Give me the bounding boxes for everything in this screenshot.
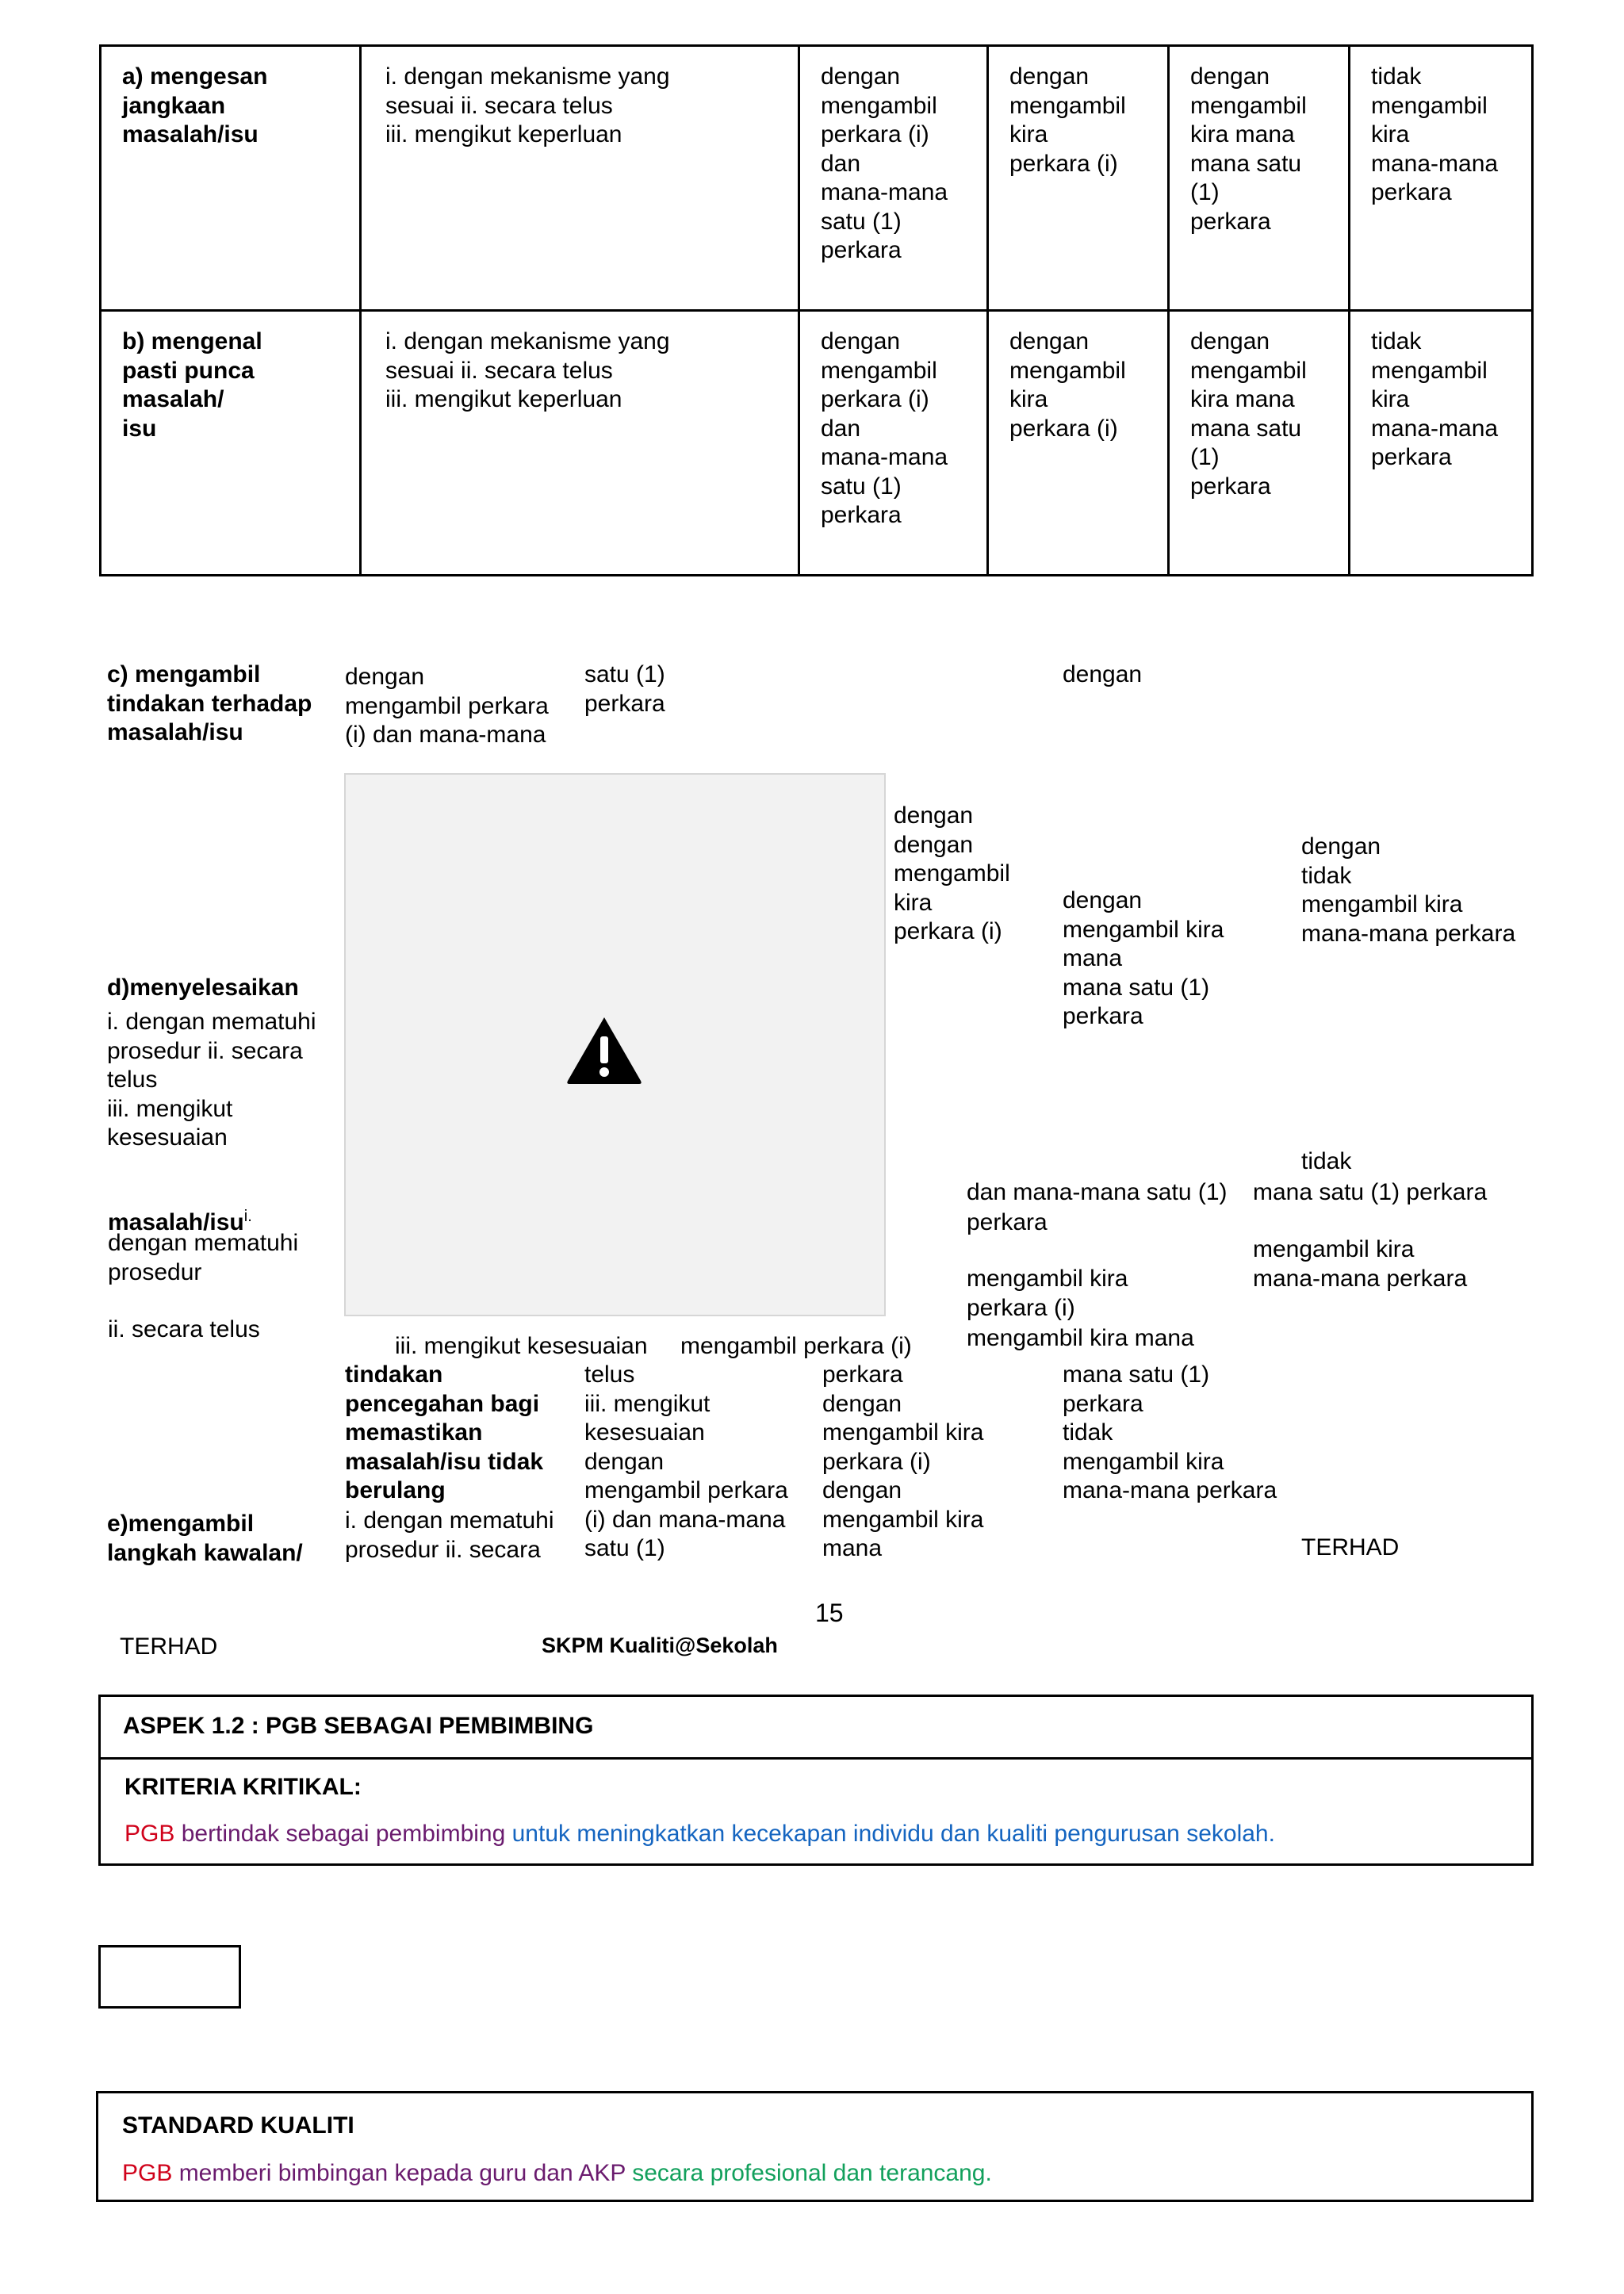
kriteria-subject: PGB <box>124 1821 175 1847</box>
criterion-c-level-a: dengan mengambil perkara (i) dan mana-mana <box>345 664 549 748</box>
level-cell: dengan mengambil kira mana mana satu (1) perkara <box>1169 46 1350 311</box>
kriteria-goal: untuk meningkatkan kecekapan individu dan kualiti pengurusan sekolah. <box>511 1821 1275 1847</box>
warning-icon <box>565 1014 644 1086</box>
criterion-e-level-c-top: mengambil kira mana <box>967 1325 1194 1351</box>
criterion-c-level-d: dengan tidak mengambil kira mana-mana perkara <box>1301 833 1516 947</box>
criteria-table <box>99 44 1534 576</box>
criterion-cell: a) mengesan jangkaan masalah/isu <box>101 46 361 311</box>
standard-title: STANDARD KUALITI <box>122 2112 354 2139</box>
empty-box <box>98 1945 241 2009</box>
criterion-c-label: c) mengambil tindakan terhadap masalah/isu <box>107 661 312 745</box>
criterion-e-method-cont: telus iii. mengikut kesesuaian dengan mengambil perkara (i) dan mana-mana satu (1) <box>584 1361 788 1561</box>
masalah-isu-method-telus: ii. secara telus <box>108 1316 260 1342</box>
criterion-c-level-c-text: dengan mengambil kira mana mana satu (1) perkara <box>1063 887 1224 1029</box>
kriteria-statement <box>124 1821 1275 1848</box>
criterion-d-label: d)menyelesaikan <box>107 975 299 1001</box>
standard-subject: PGB <box>122 2160 173 2186</box>
standard-kualiti-box <box>96 2091 1534 2202</box>
criterion-d-level-a-cont: perkara <box>967 1209 1048 1235</box>
criterion-e-method: i. dengan mematuhi prosedur ii. secara <box>345 1507 554 1563</box>
level-cell: dengan mengambil kira mana mana satu (1) perkara <box>1169 311 1350 576</box>
standard-verb: memberi bimbingan kepada guru dan AKP <box>172 2160 633 2186</box>
table-row <box>101 311 1533 576</box>
classification-label: TERHAD <box>120 1633 218 1660</box>
criterion-e-level-b: perkara dengan mengambil kira perkara (i) dengan mengambil kira mana <box>822 1361 984 1561</box>
criterion-d-level-b: mengambil kira perkara (i) <box>967 1266 1128 1321</box>
level-cell: dengan mengambil perkara (i) dan mana-mana satu (1) perkara <box>799 311 988 576</box>
criterion-c-level-c: dengan <box>1063 661 1143 687</box>
aspek-title: ASPEK 1.2 : PGB SEBAGAI PEMBIMBING <box>123 1713 594 1739</box>
criterion-d-level-a: dan mana-mana satu (1) <box>967 1179 1228 1205</box>
page-number: 15 <box>815 1599 844 1627</box>
level-cell: dengan mengambil perkara (i) dan mana-mana satu (1) perkara <box>799 46 988 311</box>
criterion-e-label: e)mengambil langkah kawalan/ <box>107 1511 303 1566</box>
criterion-c-level-a-cont: satu (1) perkara <box>584 661 665 717</box>
criterion-d-level-d: tidak <box>1301 1148 1352 1174</box>
criterion-e-label-cont: tindakan pencegahan bagi memastikan masalah/isu tidak berulang <box>345 1361 544 1503</box>
method-cell: i. dengan mekanisme yang sesuai ii. secara telus iii. mengikut keperluan <box>361 311 799 576</box>
level-cell: dengan mengambil kira perkara (i) <box>988 311 1169 576</box>
criterion-e-level-a-top: mengambil perkara (i) <box>680 1333 912 1359</box>
criterion-d-level-c: mana satu (1) perkara <box>1253 1179 1488 1205</box>
level-cell: tidak mengambil kira mana-mana perkara <box>1350 311 1533 576</box>
level-cell: dengan mengambil kira perkara (i) <box>988 46 1169 311</box>
standard-method: secara profesional dan terancang. <box>632 2160 992 2186</box>
method-cell: i. dengan mekanisme yang sesuai ii. secara telus iii. mengikut keperluan <box>361 46 799 311</box>
broken-image-placeholder <box>344 773 886 1316</box>
kriteria-verb: bertindak sebagai pembimbing <box>174 1821 512 1847</box>
standard-statement <box>122 2160 992 2187</box>
criterion-d-level-d-cont: mengambil kira mana-mana perkara <box>1253 1236 1468 1292</box>
criterion-cell: b) mengenal pasti punca masalah/ isu <box>101 311 361 576</box>
kriteria-label: KRITERIA KRITIKAL: <box>124 1774 362 1800</box>
document-header-title: SKPM Kualiti@Sekolah <box>542 1633 778 1657</box>
masalah-isu-title: masalah/isu <box>108 1209 244 1235</box>
criterion-e-method-top: iii. mengikut kesesuaian <box>395 1333 648 1359</box>
masalah-isu-sup: i. <box>243 1208 252 1225</box>
criterion-c-level-b: dengan dengan mengambil kira perkara (i) <box>894 802 1010 944</box>
aspek-divider <box>101 1757 1531 1760</box>
level-cell: tidak mengambil kira mana-mana perkara <box>1350 46 1533 311</box>
aspek-box <box>98 1695 1534 1866</box>
masalah-isu-method: dengan mematuhi prosedur <box>108 1230 299 1285</box>
criterion-e-level-c: mana satu (1) perkara tidak mengambil kira mana-mana perkara <box>1063 1361 1277 1503</box>
table-row <box>101 46 1533 311</box>
classification-label-right: TERHAD <box>1301 1534 1400 1561</box>
criterion-d-method: i. dengan mematuhi prosedur ii. secara telus iii. mengikut kesesuaian <box>107 1009 316 1151</box>
